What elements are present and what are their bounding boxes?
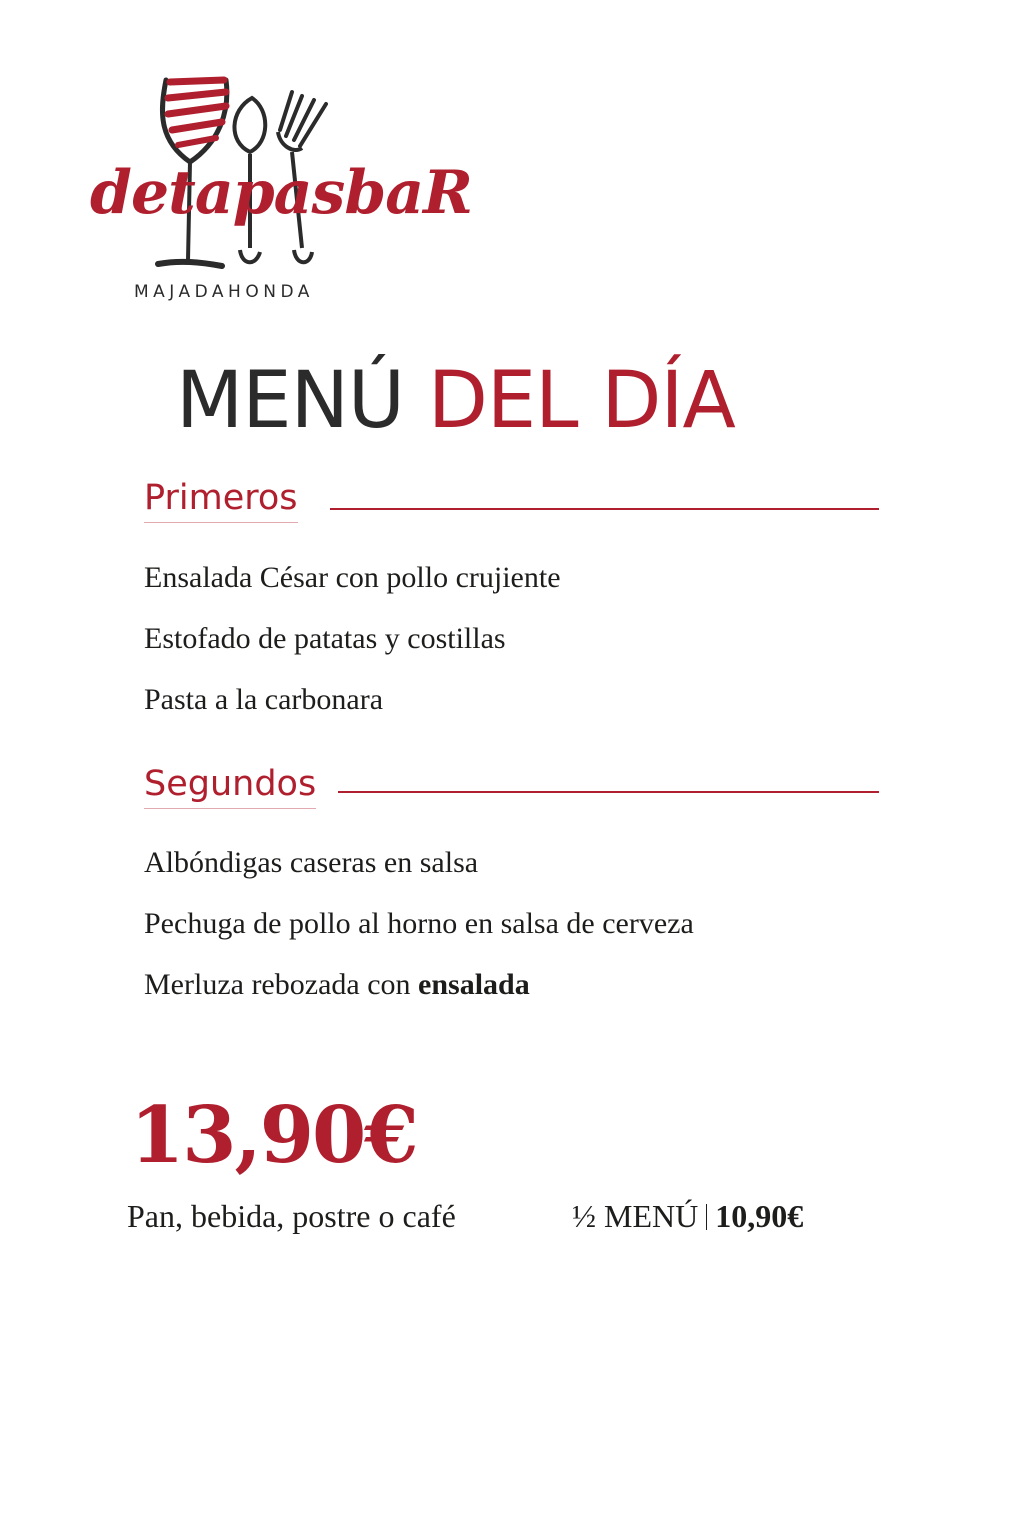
section-heading-primeros	[144, 478, 879, 530]
half-menu-price	[572, 1198, 803, 1235]
section-divider	[330, 508, 879, 510]
section-heading-segundos	[144, 764, 879, 816]
list-item-bold-text: ensalada	[418, 968, 530, 1001]
list-item: Ensalada César con pollo crujiente	[144, 561, 561, 594]
menu-title-part1: MENÚ	[176, 356, 405, 446]
section-divider	[338, 791, 879, 793]
menu-title	[176, 356, 735, 446]
list-item-text: Merluza rebozada con	[144, 968, 419, 1001]
section-title: Primeros	[144, 478, 298, 523]
list-item: Pechuga de pollo al horno en salsa de cerveza	[144, 907, 694, 940]
list-item: Estofado de patatas y costillas	[144, 622, 506, 655]
menu-price: 13,90€	[130, 1090, 417, 1181]
list-item	[144, 970, 694, 1031]
restaurant-logo	[80, 70, 473, 315]
price-includes: Pan, bebida, postre o café	[127, 1198, 456, 1234]
primeros-list	[144, 563, 561, 746]
list-item: Albóndigas caseras en salsa	[144, 846, 479, 879]
divider	[706, 1204, 707, 1230]
menu-title-part2: DEL DÍA	[427, 356, 735, 446]
brand-city: MAJADAHONDA	[134, 282, 314, 302]
list-item: Pasta a la carbonara	[144, 683, 384, 716]
half-menu-label: ½ MENÚ	[572, 1198, 699, 1234]
section-title: Segundos	[144, 764, 316, 809]
segundos-list	[144, 848, 694, 1031]
half-menu-amount: 10,90€	[715, 1198, 804, 1234]
brand-name: detapasbaR	[90, 158, 473, 228]
